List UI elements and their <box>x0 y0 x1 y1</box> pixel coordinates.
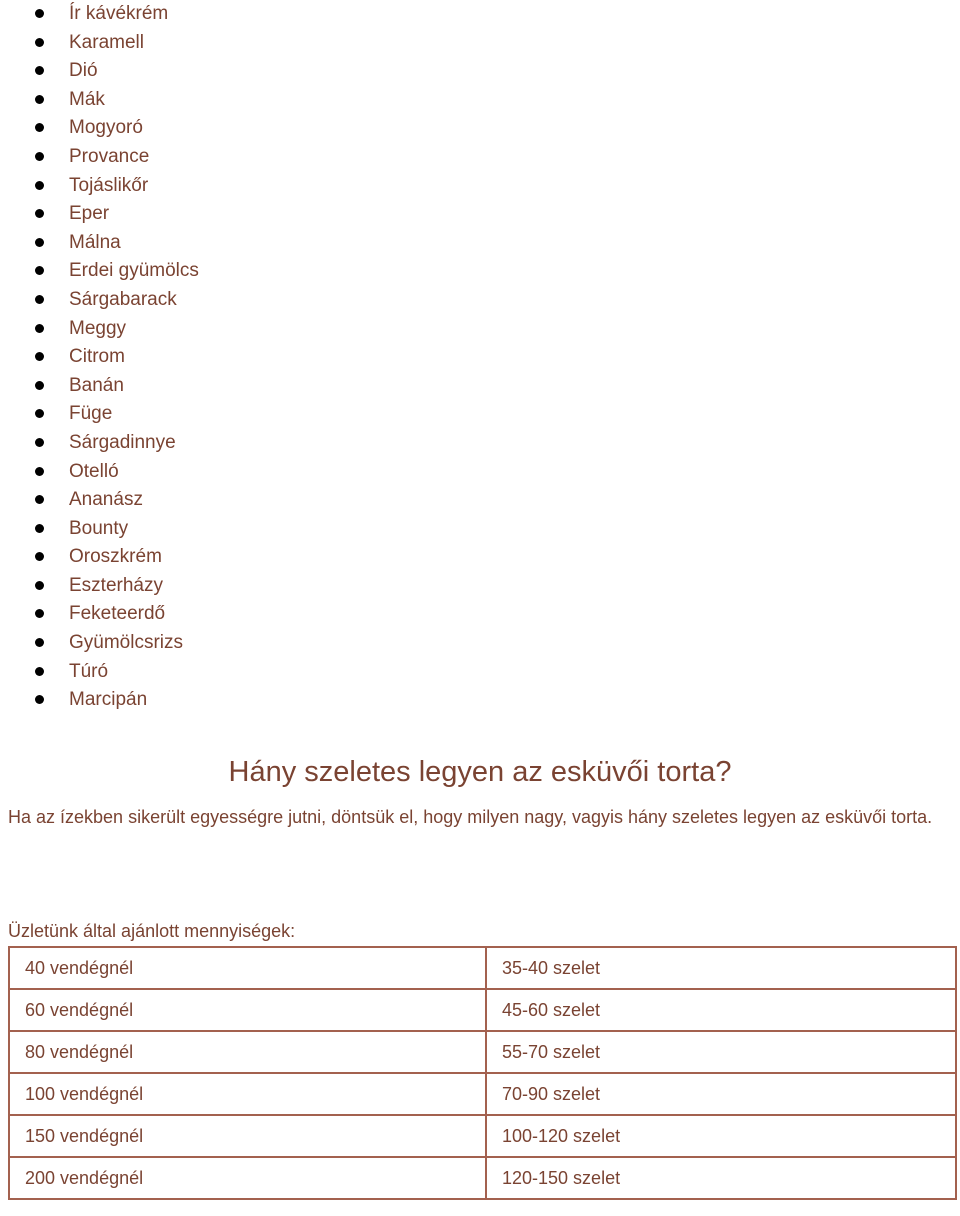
table-row <box>9 989 956 1031</box>
bullet-icon <box>35 552 44 561</box>
flavor-item <box>0 200 199 229</box>
flavor-label: Sárgabarack <box>69 288 177 310</box>
flavor-label: Bounty <box>69 517 129 539</box>
table-row <box>9 1073 956 1115</box>
table-row <box>9 1157 956 1199</box>
flavor-label: Tojáslikőr <box>69 174 149 196</box>
bullet-icon <box>35 609 44 618</box>
flavor-item <box>0 143 199 172</box>
bullet-icon <box>35 667 44 676</box>
flavor-label: Marcipán <box>69 689 148 711</box>
guest-count-cell: 60 vendégnél <box>9 989 486 1031</box>
section-heading: Hány szeletes legyen az esküvői torta? <box>228 756 732 788</box>
bullet-icon <box>35 352 44 361</box>
flavor-item <box>0 400 199 429</box>
bullet-icon <box>35 209 44 218</box>
flavor-label: Citrom <box>69 346 125 368</box>
flavor-label: Ananász <box>69 489 143 511</box>
bullet-icon <box>35 95 44 104</box>
guest-count-cell: 200 vendégnél <box>9 1157 486 1199</box>
bullet-icon <box>35 238 44 247</box>
bullet-icon <box>35 467 44 476</box>
flavor-item <box>0 0 199 29</box>
flavor-item <box>0 172 199 201</box>
slice-count-cell: 55-70 szelet <box>486 1031 956 1073</box>
bullet-icon <box>35 266 44 275</box>
flavor-item <box>0 543 199 572</box>
guest-count-cell: 80 vendégnél <box>9 1031 486 1073</box>
flavor-item <box>0 29 199 58</box>
intro-paragraph: Ha az ízekben sikerült egyességre jutni, döntsük el, hogy milyen nagy, vagyis hány szeletes legyen az esküvői torta. <box>8 807 933 827</box>
flavor-label: Banán <box>69 374 124 396</box>
flavor-item <box>0 343 199 372</box>
flavor-item <box>0 372 199 401</box>
flavor-item <box>0 572 199 601</box>
flavor-label: Eszterházy <box>69 574 163 596</box>
slice-count-cell: 120-150 szelet <box>486 1157 956 1199</box>
portion-table <box>8 946 957 1200</box>
slice-count-cell: 45-60 szelet <box>486 989 956 1031</box>
flavor-item <box>0 257 199 286</box>
recommendation-label: Üzletünk által ajánlott mennyiségek: <box>8 921 296 941</box>
flavor-item <box>0 86 199 115</box>
flavor-item <box>0 658 199 687</box>
bullet-icon <box>35 381 44 390</box>
flavor-label: Füge <box>69 403 113 425</box>
flavor-item <box>0 57 199 86</box>
bullet-icon <box>35 524 44 533</box>
flavor-label: Feketeerdő <box>69 603 166 625</box>
slice-count-cell: 100-120 szelet <box>486 1115 956 1157</box>
bullet-icon <box>35 38 44 47</box>
table-row <box>9 1031 956 1073</box>
flavor-label: Gyümölcsrizs <box>69 632 184 654</box>
bullet-icon <box>35 181 44 190</box>
bullet-icon <box>35 152 44 161</box>
flavor-label: Otelló <box>69 460 119 482</box>
flavor-item <box>0 114 199 143</box>
bullet-icon <box>35 438 44 447</box>
bullet-icon <box>35 324 44 333</box>
flavor-label: Oroszkrém <box>69 546 162 568</box>
bullet-icon <box>35 66 44 75</box>
guest-count-cell: 150 vendégnél <box>9 1115 486 1157</box>
flavor-label: Málna <box>69 231 121 253</box>
flavor-item <box>0 629 199 658</box>
flavor-label: Mák <box>69 88 105 110</box>
flavor-item <box>0 429 199 458</box>
table-row <box>9 1115 956 1157</box>
flavor-label: Eper <box>69 203 110 225</box>
flavor-item <box>0 229 199 258</box>
bullet-icon <box>35 123 44 132</box>
slice-count-cell: 70-90 szelet <box>486 1073 956 1115</box>
flavor-label: Dió <box>69 60 98 82</box>
flavor-label: Ír kávékrém <box>69 3 169 24</box>
bullet-icon <box>35 495 44 504</box>
bullet-icon <box>35 581 44 590</box>
flavor-item <box>0 486 199 515</box>
flavor-label: Meggy <box>69 317 127 339</box>
bullet-icon <box>35 295 44 304</box>
flavor-label: Sárgadinnye <box>69 431 176 453</box>
guest-count-cell: 100 vendégnél <box>9 1073 486 1115</box>
flavor-label: Provance <box>69 145 150 167</box>
flavor-label: Mogyoró <box>69 117 143 139</box>
bullet-icon <box>35 409 44 418</box>
slice-count-cell: 35-40 szelet <box>486 947 956 989</box>
flavor-label: Karamell <box>69 31 144 53</box>
flavor-item <box>0 458 199 487</box>
flavor-item <box>0 686 199 715</box>
flavor-item <box>0 315 199 344</box>
flavor-item <box>0 286 199 315</box>
bullet-icon <box>35 695 44 704</box>
table-row <box>9 947 956 989</box>
flavor-label: Túró <box>69 660 109 682</box>
bullet-icon <box>35 638 44 647</box>
flavor-item <box>0 515 199 544</box>
flavor-list <box>0 0 199 715</box>
flavor-label: Erdei gyümölcs <box>69 260 199 282</box>
flavor-item <box>0 600 199 629</box>
bullet-icon <box>35 9 44 18</box>
guest-count-cell: 40 vendégnél <box>9 947 486 989</box>
